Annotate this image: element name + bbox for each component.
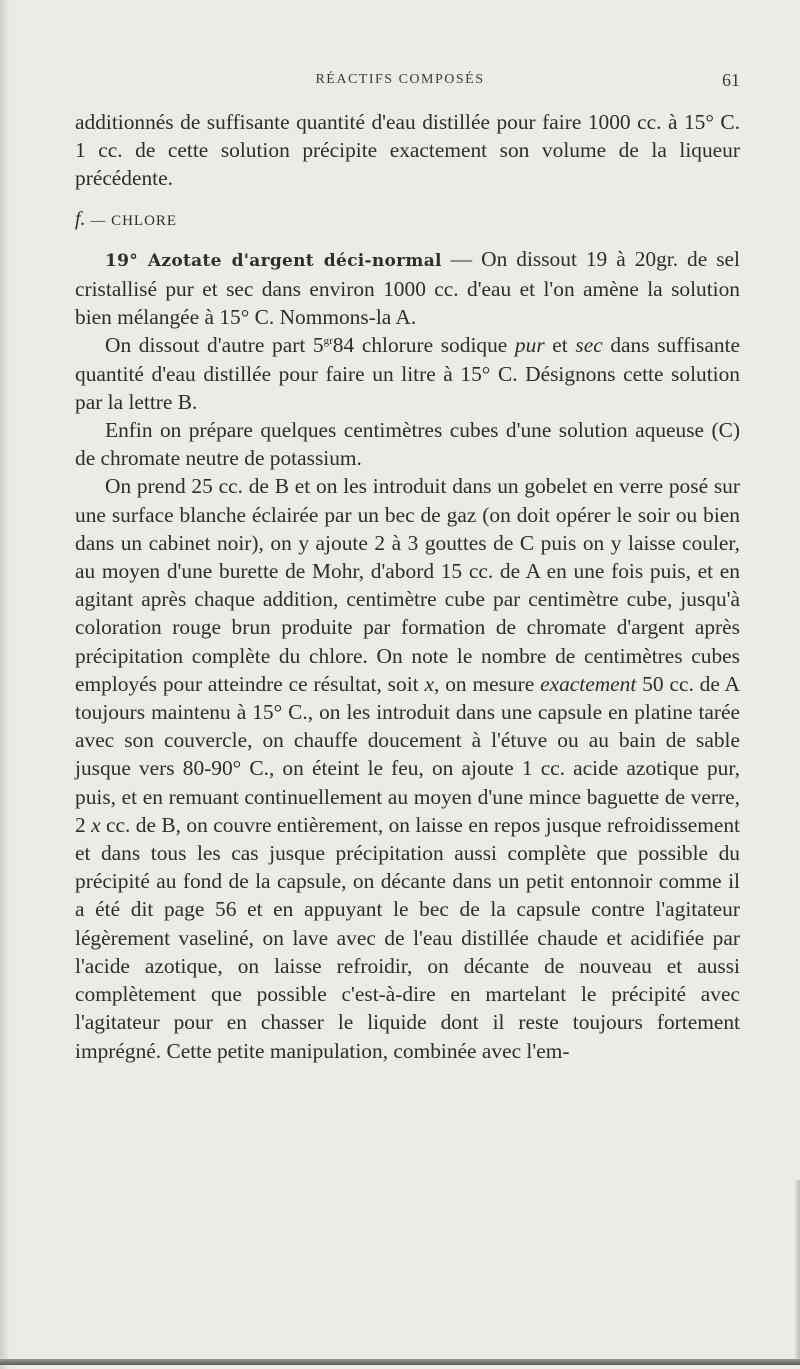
paragraph-solution-c: Enfin on prépare quelques centimètres cubes d'une solution aqueuse (C) de chromate neutre de potassium. xyxy=(75,418,740,471)
section-title: CHLORE xyxy=(111,212,178,229)
variable-x: x xyxy=(424,671,434,696)
text-run: 84 chlorure sodique xyxy=(332,333,515,358)
text-run: 50 cc. de A toujours maintenu à 15° C., on les introduit dans une capsule en platine tarée avec son couvercle, on chauffe doucement à l'étuve ou au bain de sable jusque vers 80-90° C., on éteint le feu, on ajoute 1 cc. acide azotique pur, puis, et en remuant continuellement au moyen d'une mince baguette de verre, 2 xyxy=(75,671,740,837)
paragraph-continuation: additionnés de suffisante quantité d'eau distillée pour faire 1000 cc. à 15° C. 1 cc. de cette solution précipite exactement son volume de la liqueur précédente. xyxy=(75,110,740,191)
text-run: dans suffisante quantité d'eau distillée pour faire un litre à 15° C. Désignons cette solution par la lettre B. xyxy=(75,333,740,414)
paragraph-reagent xyxy=(75,245,740,332)
running-head: RÉACTIFS COMPOSÉS xyxy=(315,72,485,87)
section-separator: — xyxy=(90,212,107,229)
text-run: On prend 25 cc. de B et on les introduit dans un gobelet en verre posé sur une surface blanche éclairée par un bec de gaz (on doit opérer le soir ou bien dans un cabinet noir), on y ajoute 2 à 3 gouttes de C puis on y laisse couler, au moyen d'une burette de Mohr, d'abord 15 cc. de A en une fois puis, et en agitant après chaque addition, centimètre cube par centimètre cube, jusqu'à coloration rouge brun produite par formation de chromate d'argent après précipitation complète du chlore. On note le nombre de centimètres cubes employés pour atteindre ce résultat, soit xyxy=(75,474,740,696)
text-run: , on mesure xyxy=(433,671,541,696)
paragraph-procedure xyxy=(75,472,740,1064)
emphasis-sec: sec xyxy=(575,333,603,358)
scan-bottom-edge xyxy=(0,1359,800,1365)
superscript-unit: gr xyxy=(323,335,333,348)
reagent-title: 19° Azotate d'argent déci-normal xyxy=(105,250,442,271)
reagent-description: — On dissout 19 à 20gr. de sel cristallisé pur et sec dans environ 1000 cc. d'eau et l'on amène la solution bien mélangée à 15° C. Nommons-la A. xyxy=(75,246,740,330)
emphasis-pur: pur xyxy=(514,333,545,358)
page-header xyxy=(40,72,760,96)
page-edge-shadow xyxy=(794,1180,800,1360)
text-run: On dissout d'autre part 5 xyxy=(105,333,324,358)
text-run: et xyxy=(544,333,576,358)
text-run: cc. de B, on couvre entièrement, on laisse en repos jusque refroidissement et dans tous les cas jusque précipitation aussi complète que possible du précipité au fond de la capsule, on décante dans un petit entonnoir comme il a été dit page 56 et en appuyant le bec de la capsule contre l'agitateur légèrement vaseliné, on lave avec de l'eau distillée chaude et acidifiée par l'acide azotique, on laisse refroidir, on décante de nouveau et aussi complètement que possible c'est-à-dire en martelant le précipité avec l'agitateur pour en chasser le liquide dont il reste toujours fortement imprégné. Cette petite manipulation, combinée avec l'em- xyxy=(75,812,741,1063)
page-gutter-shadow xyxy=(0,0,10,1369)
body-text xyxy=(75,108,740,1065)
variable-x: x xyxy=(91,812,101,837)
emphasis-exactement: exactement xyxy=(540,671,637,696)
page-number: 61 xyxy=(722,70,740,90)
paragraph-solution-b xyxy=(75,331,740,416)
section-letter: f. xyxy=(75,207,86,230)
section-heading xyxy=(75,205,740,235)
